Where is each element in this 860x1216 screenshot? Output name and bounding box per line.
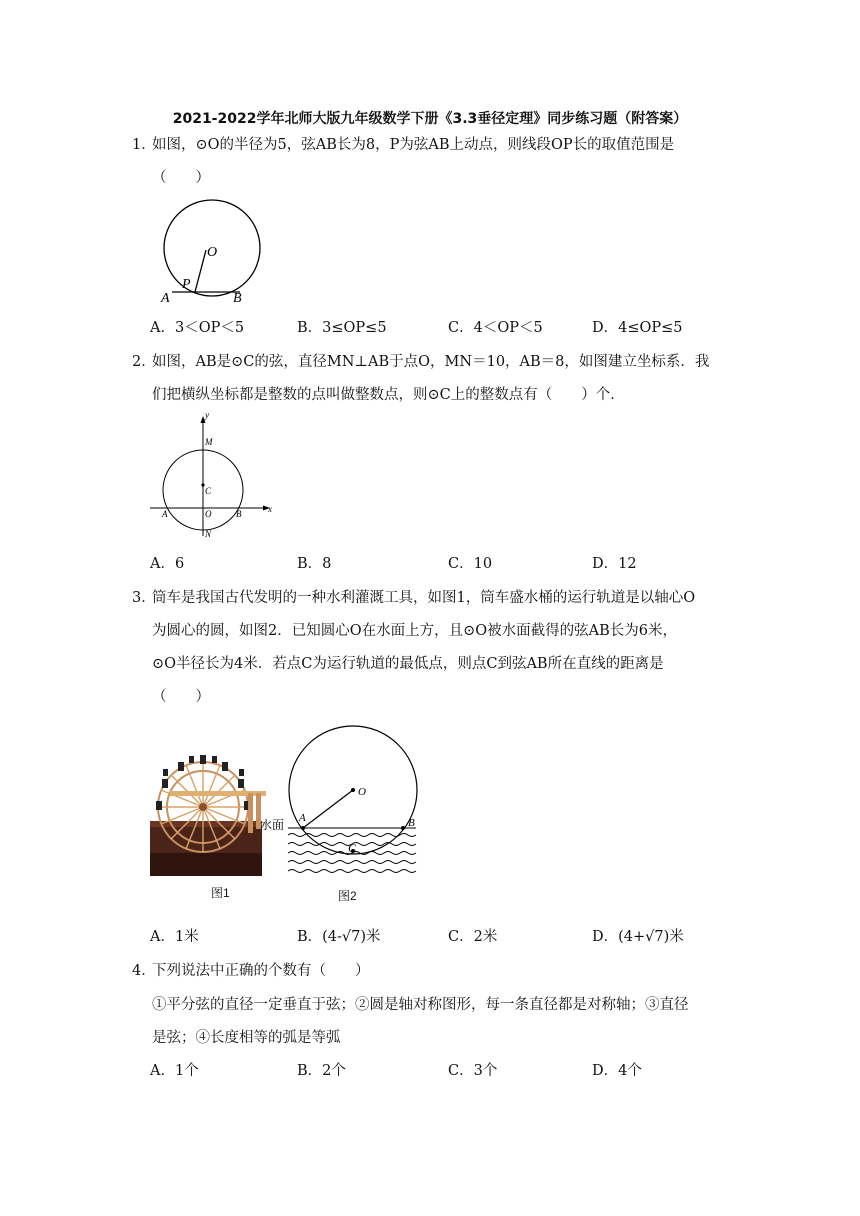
label-y: y bbox=[205, 410, 209, 420]
figure-1-caption: 图1 bbox=[211, 886, 230, 900]
label-b: B bbox=[408, 817, 415, 829]
q3-option-b: B．(4-√7)米 bbox=[297, 929, 381, 945]
q4-number: 4． bbox=[132, 963, 156, 979]
q4-option-b: B．2个 bbox=[297, 1063, 346, 1079]
label-o: O bbox=[205, 509, 212, 519]
q2-option-b: B．8 bbox=[297, 556, 332, 572]
q1-option-c: C．4＜OP＜5 bbox=[448, 320, 543, 336]
q1-number: 1． bbox=[132, 137, 156, 153]
q3-line2: 为圆心的圆，如图2．已知圆心O在水面上方，且⊙O被水面截得的弦AB长为6米， bbox=[152, 623, 677, 639]
q4-option-c: C．3个 bbox=[448, 1063, 498, 1079]
q2-option-a: A．6 bbox=[150, 556, 185, 572]
label-a: A bbox=[162, 509, 168, 519]
q2-line2: 们把横纵坐标都是整数的点叫做整数点，则⊙C上的整数点有（ ）个． bbox=[152, 387, 625, 403]
q1-option-a: A．3＜OP＜5 bbox=[150, 320, 245, 336]
q2-option-d: D．12 bbox=[592, 556, 637, 572]
q4-option-d: D．4个 bbox=[592, 1063, 642, 1079]
label-o: O bbox=[358, 786, 366, 798]
q4-line3: 是弦；④长度相等的弧是等弧 bbox=[152, 1030, 341, 1046]
label-c: C bbox=[348, 841, 357, 855]
q3-option-d: D．(4+√7)米 bbox=[592, 929, 684, 945]
label-o: O bbox=[207, 245, 218, 260]
q1-line2: （ ） bbox=[152, 170, 210, 186]
label-b: B bbox=[233, 291, 242, 306]
q4-line1: 下列说法中正确的个数有（ ） bbox=[152, 963, 370, 979]
label-water-surface: 水面 bbox=[260, 818, 285, 832]
figure-2-caption: 图2 bbox=[338, 889, 357, 903]
label-a: A bbox=[161, 291, 170, 306]
q2-number: 2． bbox=[132, 354, 156, 370]
label-m: M bbox=[205, 437, 213, 447]
q1-option-b: B．3≤OP≤5 bbox=[297, 320, 387, 336]
radius-oa bbox=[303, 790, 353, 828]
label-n: N bbox=[205, 529, 212, 539]
q3-option-a: A．1米 bbox=[150, 929, 199, 945]
label-b: B bbox=[236, 509, 242, 519]
waterwheel-photo bbox=[148, 735, 268, 880]
q3-line1: 筒车是我国古代发明的一种水利灌溉工具，如图1，筒车盛水桶的运行轨道是以轴心O bbox=[152, 590, 696, 606]
q1-line1: 如图，⊙O的半径为5，弦AB长为8，P为弦AB上动点，则线段OP长的取值范围是 bbox=[152, 137, 675, 153]
segment-op bbox=[195, 250, 206, 292]
q4-option-a: A．1个 bbox=[150, 1063, 199, 1079]
q3-line3: ⊙O半径长为4米．若点C为运行轨道的最低点，则点C到弦AB所在直线的距离是 bbox=[152, 656, 664, 672]
q2-line1: 如图，AB是⊙C的弦，直径MN⊥AB于点O，MN＝10，AB＝8，如图建立坐标系．我 bbox=[152, 354, 710, 370]
q3-line4: （ ） bbox=[152, 689, 210, 705]
page-title: 2021-2022学年北师大版九年级数学下册《3.3垂径定理》同步练习题（附答案） bbox=[172, 111, 688, 127]
q3-number: 3． bbox=[132, 590, 156, 606]
q2-option-c: C．10 bbox=[448, 556, 493, 572]
q2-coordinate-figure bbox=[148, 410, 280, 542]
label-c: C bbox=[205, 486, 212, 496]
label-x: x bbox=[268, 504, 272, 514]
q3-option-c: C．2米 bbox=[448, 929, 498, 945]
q1-option-d: D．4≤OP≤5 bbox=[592, 320, 683, 336]
label-p: P bbox=[182, 277, 191, 292]
q4-line2: ①平分弦的直径一定垂直于弦；②圆是轴对称图形，每一条直径都是对称轴；③直径 bbox=[152, 997, 689, 1013]
q1-circle-figure bbox=[158, 196, 268, 308]
label-a: A bbox=[299, 812, 306, 824]
q3-circle-figure bbox=[258, 720, 423, 890]
